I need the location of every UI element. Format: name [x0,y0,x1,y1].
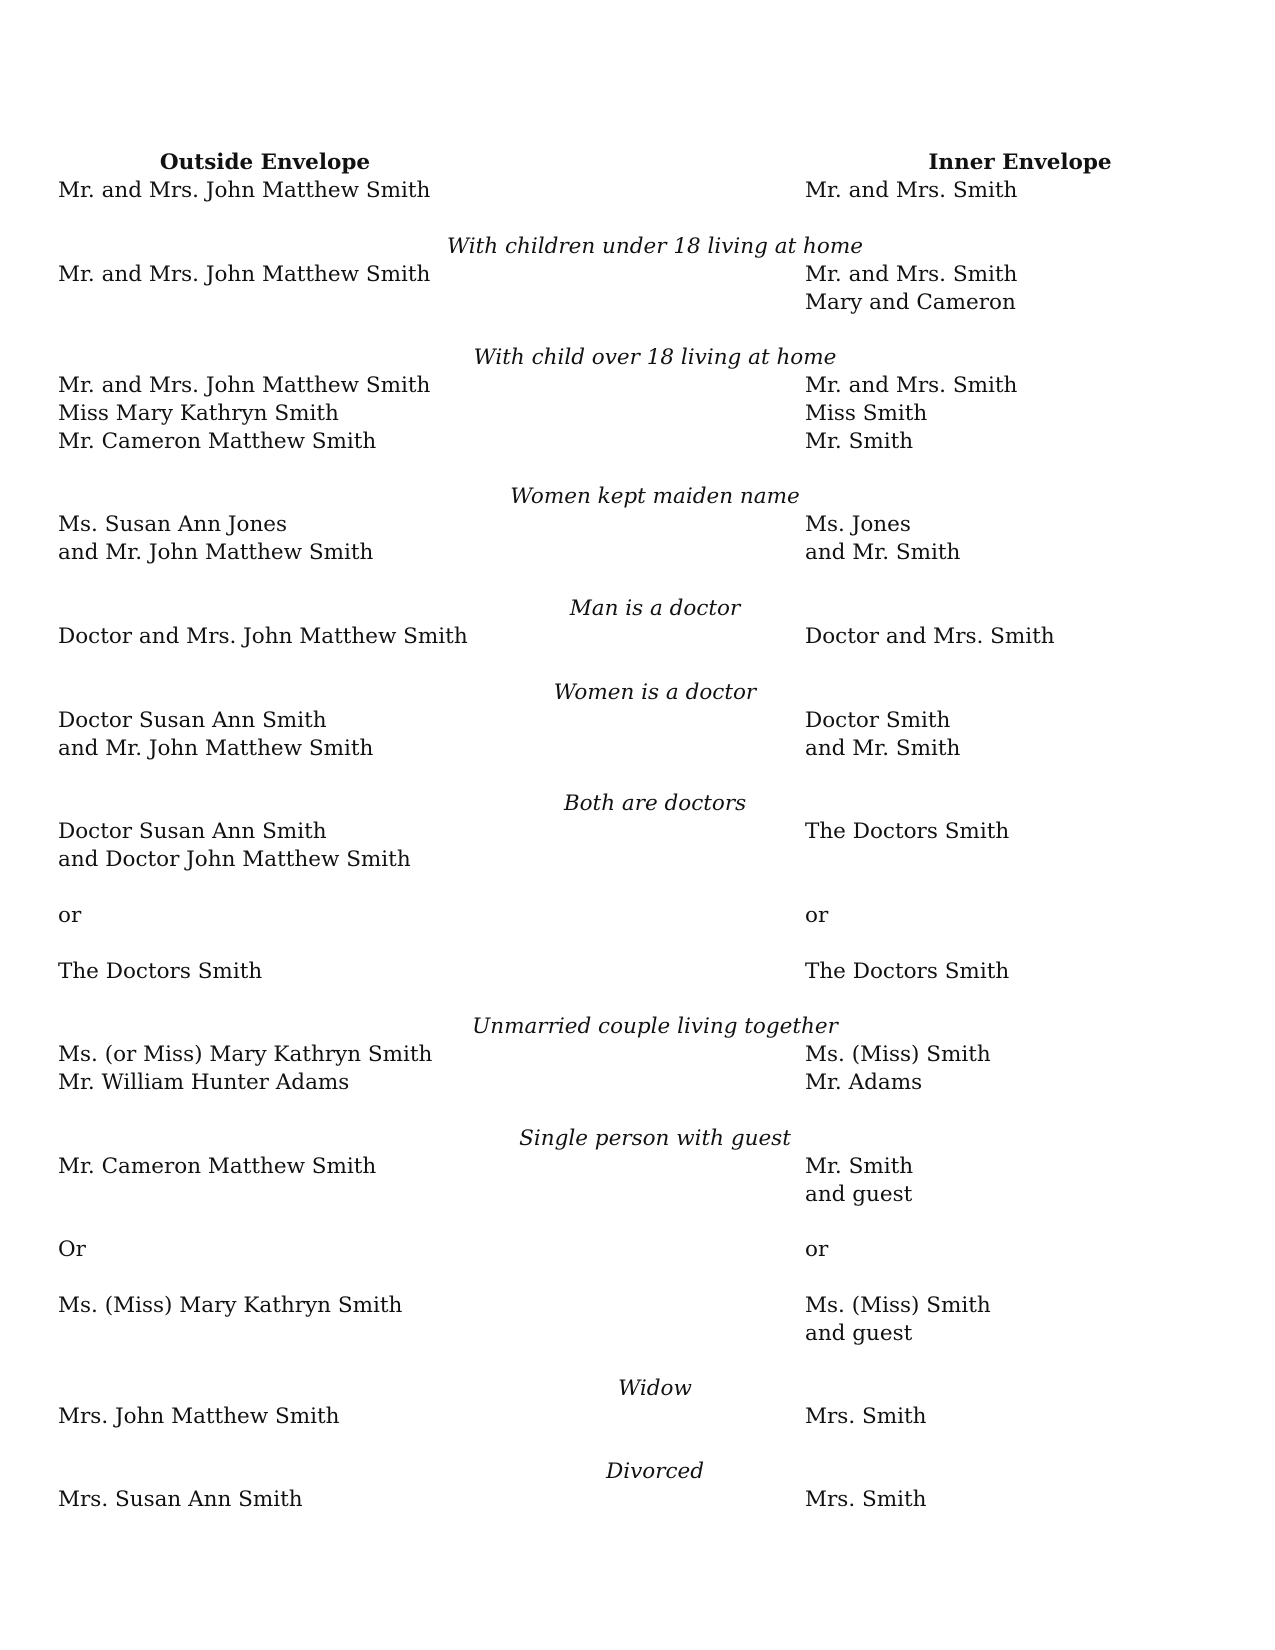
inner-child-over-18-line-1: Mr. and Mrs. Smith [805,373,1018,398]
outside-children-under-18: Mr. and Mrs. John Matthew Smith [58,262,431,287]
outside-both-doctors-line-2: and Doctor John Matthew Smith [58,847,411,872]
outside-maiden-name-line-2: and Mr. John Matthew Smith [58,540,374,565]
inner-child-over-18-line-3: Mr. Smith [805,429,914,454]
category-children-under-18: With children under 18 living at home [447,234,863,259]
inner-unmarried-line-1: Ms. (Miss) Smith [805,1042,991,1067]
inner-woman-doctor-line-1: Doctor Smith [805,708,951,733]
inner-widow: Mrs. Smith [805,1404,927,1429]
inner-unmarried-line-2: Mr. Adams [805,1070,923,1095]
inner-maiden-name-line-2: and Mr. Smith [805,540,961,565]
outside-envelope-heading: Outside Envelope [159,150,371,175]
category-divorced: Divorced [605,1459,704,1484]
inner-both-doctors-or: or [805,903,829,928]
inner-both-doctors-alt: The Doctors Smith [805,959,1010,984]
outside-maiden-name-line-1: Ms. Susan Ann Jones [58,512,288,537]
inner-married: Mr. and Mrs. Smith [805,178,1018,203]
inner-single-guest-or: or [805,1237,829,1262]
category-single-guest: Single person with guest [519,1126,791,1151]
category-maiden-name: Women kept maiden name [510,484,800,509]
outside-both-doctors-or: or [58,903,82,928]
outside-married: Mr. and Mrs. John Matthew Smith [58,178,431,203]
outside-woman-doctor-line-2: and Mr. John Matthew Smith [58,736,374,761]
outside-both-doctors-alt: The Doctors Smith [58,959,263,984]
inner-maiden-name-line-1: Ms. Jones [805,512,911,537]
inner-children-under-18-line-1: Mr. and Mrs. Smith [805,262,1018,287]
outside-child-over-18-line-2: Miss Mary Kathryn Smith [58,401,339,426]
inner-single-guest-line-1: Mr. Smith [805,1154,914,1179]
outside-unmarried-line-2: Mr. William Hunter Adams [58,1070,350,1095]
category-man-doctor: Man is a doctor [569,596,741,621]
outside-unmarried-line-1: Ms. (or Miss) Mary Kathryn Smith [58,1042,433,1067]
outside-single-guest-or: Or [58,1237,86,1262]
inner-children-under-18-line-2: Mary and Cameron [805,290,1016,315]
outside-child-over-18-line-1: Mr. and Mrs. John Matthew Smith [58,373,431,398]
category-widow: Widow [618,1376,692,1401]
outside-man-doctor: Doctor and Mrs. John Matthew Smith [58,624,468,649]
inner-single-guest-alt-line-1: Ms. (Miss) Smith [805,1293,991,1318]
category-child-over-18: With child over 18 living at home [473,345,837,370]
inner-man-doctor: Doctor and Mrs. Smith [805,624,1055,649]
category-unmarried: Unmarried couple living together [472,1014,838,1039]
inner-woman-doctor-line-2: and Mr. Smith [805,736,961,761]
inner-child-over-18-line-2: Miss Smith [805,401,928,426]
outside-both-doctors-line-1: Doctor Susan Ann Smith [58,819,327,844]
inner-both-doctors: The Doctors Smith [805,819,1010,844]
inner-single-guest-line-2: and guest [805,1182,913,1207]
category-woman-doctor: Women is a doctor [553,680,757,705]
inner-single-guest-alt-line-2: and guest [805,1321,913,1346]
inner-divorced: Mrs. Smith [805,1487,927,1512]
outside-single-guest-alt: Ms. (Miss) Mary Kathryn Smith [58,1293,403,1318]
outside-divorced: Mrs. Susan Ann Smith [58,1487,303,1512]
category-both-doctors: Both are doctors [563,791,747,816]
outside-single-guest: Mr. Cameron Matthew Smith [58,1154,377,1179]
inner-envelope-heading: Inner Envelope [928,150,1112,175]
outside-widow: Mrs. John Matthew Smith [58,1404,340,1429]
outside-child-over-18-line-3: Mr. Cameron Matthew Smith [58,429,377,454]
outside-woman-doctor-line-1: Doctor Susan Ann Smith [58,708,327,733]
